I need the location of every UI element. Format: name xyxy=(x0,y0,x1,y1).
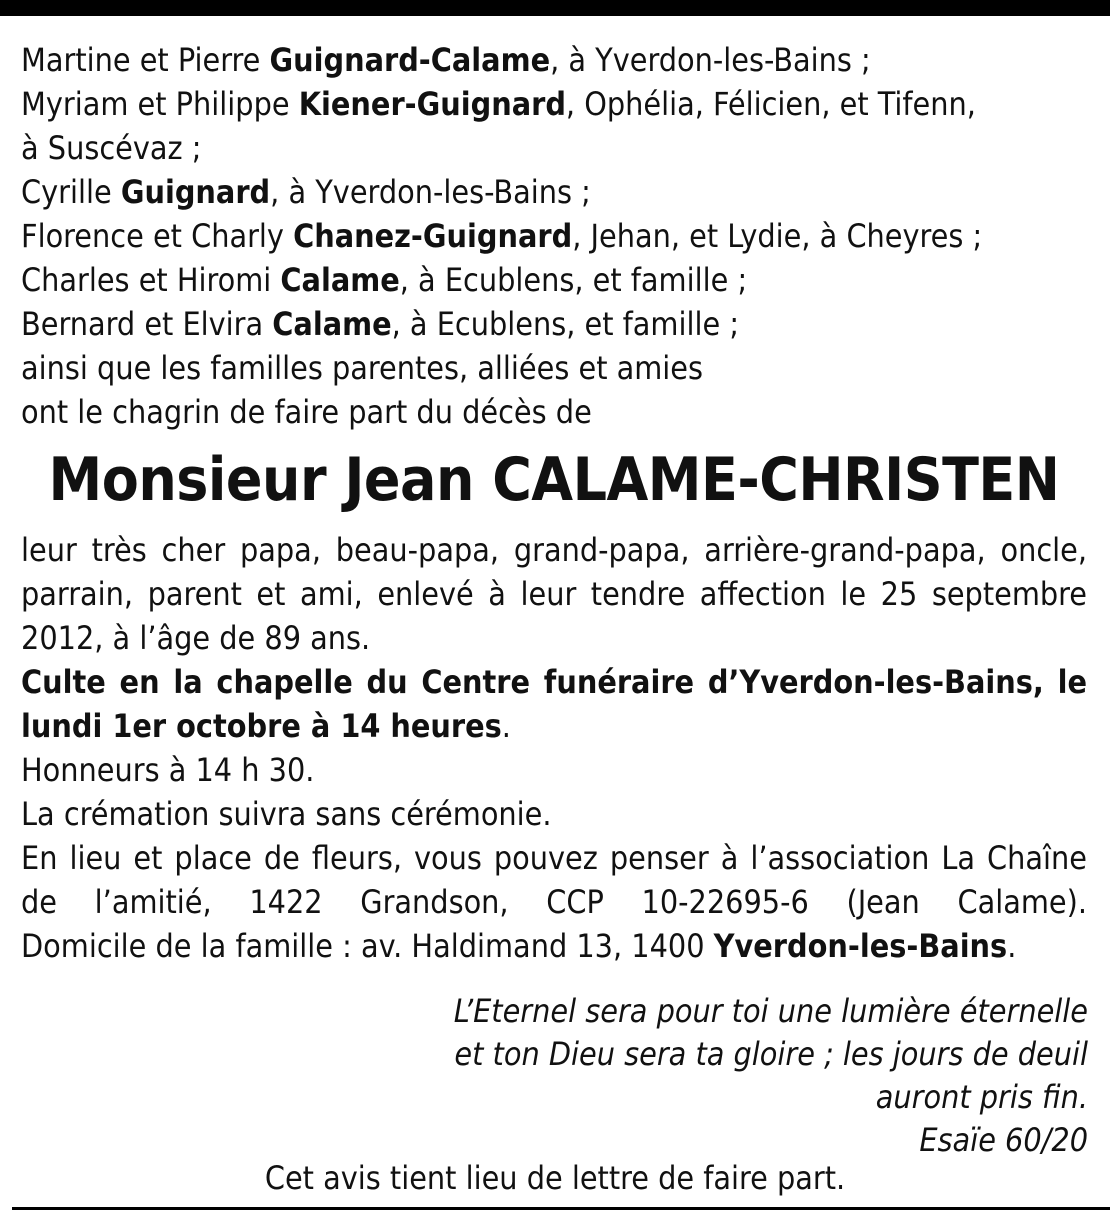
family-line xyxy=(21,170,1087,214)
deceased-name: Monsieur Jean CALAME-CHRISTEN xyxy=(48,445,1060,515)
family-line xyxy=(21,302,1087,346)
intro-line: ainsi que les familles parentes, alliées et amies xyxy=(21,349,704,387)
family-line xyxy=(21,82,1087,126)
family-line xyxy=(21,214,1087,258)
service-line: Culte en la chapelle du Centre funéraire d’Yverdon-les-Bains, le xyxy=(21,663,1087,701)
family-text: Bernard et Elvira xyxy=(21,305,273,343)
domicile-address: Domicile de la famille : av. Haldimand 13, 1400 xyxy=(21,927,714,965)
family-location: , Jehan, et Lydie, à Cheyres ; xyxy=(572,217,983,255)
family-text: Martine et Pierre xyxy=(21,41,270,79)
family-text: Florence et Charly xyxy=(21,217,294,255)
domicile-period: . xyxy=(1007,927,1017,965)
flowers-line: En lieu et place de fleurs, vous pouvez penser à l’association La Chaîne xyxy=(21,839,1087,877)
relation-line: parrain, parent et ami, enlevé à leur tendre affection le 25 septembre xyxy=(21,575,1087,613)
family-surname: Guignard-Calame xyxy=(269,41,551,79)
intro-line: ont le chagrin de faire part du décès de xyxy=(21,393,592,431)
family-location: , Ophélia, Félicien, et Tifenn, xyxy=(565,85,976,123)
family-line xyxy=(21,38,1087,82)
honours-line: Honneurs à 14 h 30. xyxy=(21,751,315,789)
family-surname: Calame xyxy=(272,305,392,343)
family-text: Myriam et Philippe xyxy=(21,85,299,123)
quote-line: et ton Dieu sera ta gloire ; les jours de deuil xyxy=(454,1035,1088,1073)
quote-reference: Esaïe 60/20 xyxy=(919,1121,1088,1159)
quote-line: auront pris fin. xyxy=(875,1078,1088,1116)
relation-line: leur très cher papa, beau-papa, grand-papa, arrière-grand-papa, oncle, xyxy=(21,531,1087,569)
family-text: à Suscévaz ; xyxy=(21,129,202,167)
family-surname: Guignard xyxy=(120,173,271,211)
family-line xyxy=(21,258,1087,302)
service-line xyxy=(21,704,1087,748)
family-surname: Chanez-Guignard xyxy=(293,217,573,255)
service-period: . xyxy=(501,707,511,745)
service-date: lundi 1er octobre à 14 heures xyxy=(21,707,502,745)
family-surname: Kiener-Guignard xyxy=(298,85,566,123)
top-rule xyxy=(0,0,1110,16)
family-text: Cyrille xyxy=(21,173,121,211)
relation-line-last: 2012, à l’âge de 89 ans. xyxy=(21,619,371,657)
cremation-line: La crémation suivra sans cérémonie. xyxy=(21,795,552,833)
quote-line: L’Eternel sera pour toi une lumière éternelle xyxy=(453,992,1088,1030)
family-surname: Calame xyxy=(280,261,400,299)
flowers-line: de l’amitié, 1422 Grandson, CCP 10-22695-6 (Jean Calame). xyxy=(21,883,1087,921)
family-text: Charles et Hiromi xyxy=(21,261,281,299)
family-location: , à Yverdon-les-Bains ; xyxy=(550,41,871,79)
domicile-line xyxy=(21,924,1087,968)
family-location: , à Yverdon-les-Bains ; xyxy=(270,173,591,211)
footer-note: Cet avis tient lieu de lettre de faire part. xyxy=(264,1159,846,1197)
bible-quote xyxy=(328,990,1088,1162)
bottom-rule xyxy=(12,1207,1110,1210)
family-location: , à Ecublens, et famille ; xyxy=(391,305,740,343)
family-line xyxy=(21,126,1087,170)
obituary-notice xyxy=(21,38,1087,968)
domicile-city: Yverdon-les-Bains xyxy=(713,927,1008,965)
family-location: , à Ecublens, et famille ; xyxy=(399,261,748,299)
